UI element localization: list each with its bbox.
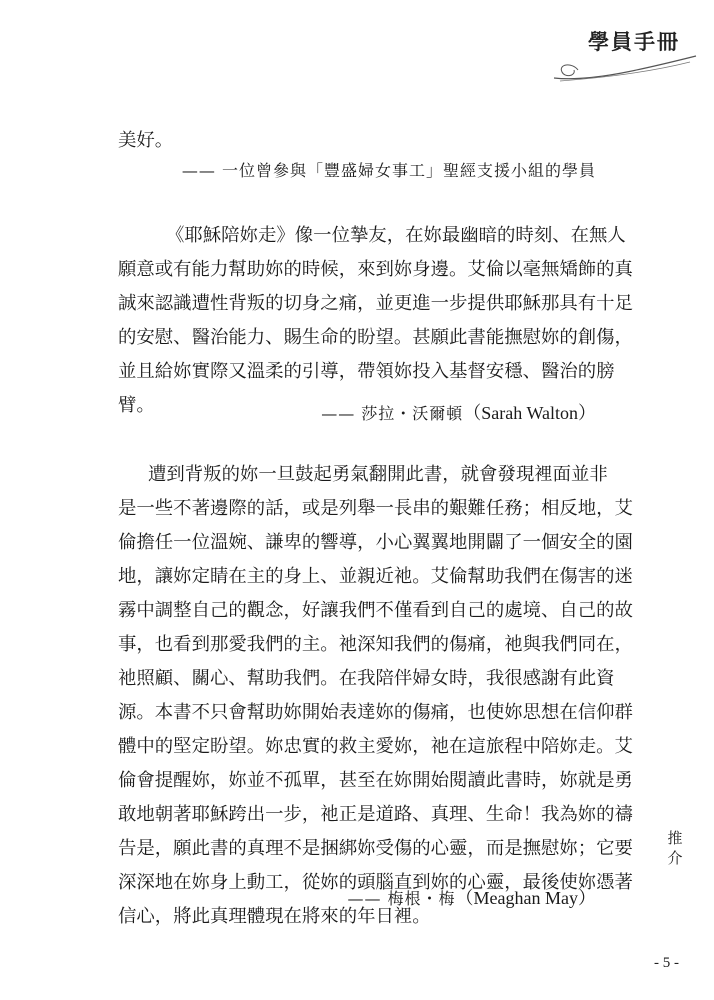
text-line: 祂照顧、關心、幫助我們。在我陪伴婦女時，我很感謝有此資 [118,668,615,689]
text-line: 源。本書不只會幫助妳開始表達妳的傷痛，也使妳思想在信仰群 [118,702,633,723]
quote3-author-cn: —— 梅根・梅 [347,889,456,908]
quote1-attribution: —— 一位曾參與「豐盛婦女事工」聖經支援小組的學員 [181,161,596,180]
text-line: 倫擔任一位溫婉、謙卑的響導，小心翼翼地開闢了一個安全的園 [118,532,633,553]
quote2-attribution [321,399,596,425]
text-line: 誠來認識遭性背叛的切身之痛，並更進一步提供耶穌那具有十足 [118,293,633,314]
side-label-char-1: 推 [667,829,683,847]
text-line: 地，讓妳定睛在主的身上、並親近祂。艾倫幫助我們在傷害的迷 [118,566,633,587]
text-line: 事，也看到那愛我們的主。祂深知我們的傷痛，祂與我們同在， [118,634,633,655]
text-line: 信心，將此真理體現在將來的年日裡。 [118,906,431,927]
text-line: 並且給妳實際又溫柔的引導，帶領妳投入基督安穩、醫治的膀 [118,361,615,382]
quote2-author-en: （Sarah Walton） [463,403,596,423]
opening-line: 美好。 [118,130,174,151]
text-line: 告是，願此書的真理不是捆綁妳受傷的心靈，而是撫慰妳；它要 [118,838,633,859]
text-line: 臂。 [118,395,155,416]
quote3-attribution [347,884,596,910]
text-line: 霧中調整自己的觀念，好讓我們不僅看到自己的處境、自己的故 [118,600,633,621]
text-line: 遭到背叛的妳一旦鼓起勇氣翻開此書，就會發現裡面並非 [148,464,608,485]
endorsement-paragraph-2 [118,219,633,423]
running-header-title: 學員手冊 [588,30,680,54]
quote3-author-en: （Meaghan May） [455,888,596,908]
text-line: 願意或有能力幫助妳的時候，來到妳身邊。艾倫以毫無矯飾的真 [118,259,633,280]
text-line: 的安慰、醫治能力、賜生命的盼望。甚願此書能撫慰妳的創傷， [118,327,633,348]
text-line: 體中的堅定盼望。妳忠實的救主愛妳，祂在這旅程中陪妳走。艾 [118,736,633,757]
text-line: 敢地朝著耶穌跨出一步，祂正是道路、真理、生命！我為妳的禱 [118,804,633,825]
text-line: 《耶穌陪妳走》像一位摯友，在妳最幽暗的時刻、在無人 [166,225,626,246]
quote2-author-cn: —— 莎拉・沃爾頓 [321,404,464,423]
header-swash-ornament [550,48,700,84]
text-line: 是一些不著邊際的話，或是列舉一長串的艱難任務；相反地，艾 [118,498,633,519]
text-line: 深深地在妳身上動工，從妳的頭腦直到妳的心靈，最後使妳憑著 [118,872,633,893]
page-number: - 5 - [654,955,679,971]
text-line: 倫會提醒妳，妳並不孤單，甚至在妳開始閱讀此書時，妳就是勇 [118,770,633,791]
endorsement-paragraph-3 [118,458,633,934]
side-label-char-2: 介 [667,849,683,867]
section-side-label [664,828,686,868]
